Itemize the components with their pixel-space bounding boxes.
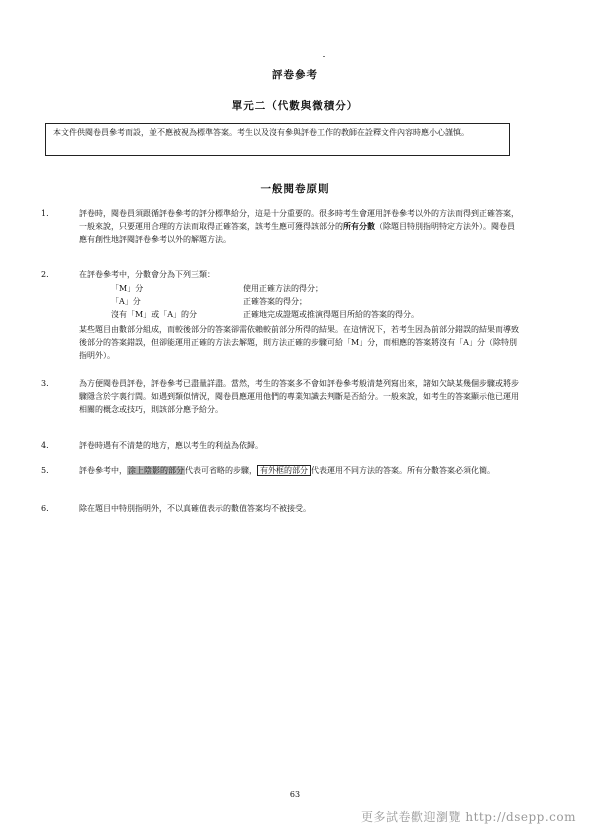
grade-row <box>111 295 519 308</box>
grade-row <box>111 308 519 321</box>
shaded-sample-text: 涂上陰影的部分 <box>128 466 184 475</box>
item-body <box>79 464 519 477</box>
item-body <box>79 439 519 452</box>
watermark-text: 更多試卷歡迎瀏覽 http://dsepp.com <box>361 810 576 824</box>
grade-label: 沒有「M」或「A」的分 <box>111 310 197 319</box>
item-body <box>79 502 519 515</box>
item-body <box>79 207 519 246</box>
item-number: 5. <box>41 466 49 475</box>
page-title: 評卷參考 <box>272 69 318 81</box>
item-text: 除在題目中特別指明外，不以真確值表示的數值答案均不被接受。 <box>79 504 311 513</box>
item-bold-text: 所有分數 <box>343 222 375 231</box>
grade-description: 使用正確方法的得分； <box>243 284 323 293</box>
grade-description: 正確答案的得分； <box>243 297 307 306</box>
item-number: 2. <box>41 270 49 279</box>
section-title: 一般閱卷原則 <box>260 183 330 195</box>
item-number: 4. <box>41 441 49 450</box>
item-text: （除題目特別指明特定方法外）。閱卷員應有創性地評閱評卷參考以外的解題方法。 <box>79 222 515 244</box>
item-body <box>79 377 519 416</box>
item-text: 代表運用不同方法的答案。所有分數答案必須化簡。 <box>311 466 495 475</box>
grade-types-list <box>111 282 519 321</box>
disclaimer-text: 本文件供閱卷員參考而設，並不應被視為標準答案。考生以及沒有參與評卷工作的教師在詮釋文件內容時應小心謹慎。 <box>53 128 469 137</box>
item-text: 評卷時，閱卷員須跟循評卷參考的評分標準給分，這是十分重要的。很多時考生會運用評卷參考以外的方法而得到正確答案，一般來說，只要運用合理的方法而取得正確答案，該考生應可獲得該部分的 <box>79 209 519 231</box>
grade-label: 「M」分 <box>111 284 144 293</box>
grade-description: 正確地完成證題或推演得題目所給的答案的得分。 <box>243 310 419 319</box>
item-intro: 在評卷參考中，分數會分為下列三類： <box>79 270 215 279</box>
item-text: 評卷參考中， <box>79 466 127 475</box>
page-subtitle: 單元二（代數與微積分） <box>231 100 359 112</box>
disclaimer-box <box>45 123 510 156</box>
item-text: 代表可省略的步驟， <box>185 466 257 475</box>
item-text: 為方便閱卷員評卷，評卷參考已盡量詳盡。當然，考生的答案多不會如評卷參考般清楚列寫出來，諸如欠缺某幾個步驟或將步驟隱含於字裏行間。如遇到類似情況，閱卷員應運用他們的專業知識去判斷是否給分。一般來說，如考生的答案顯示他已運用相關的概念或技巧，則該部分應予給分。 <box>79 379 519 414</box>
item-outro: 某些題目由數部分組成，而較後部分的答案卻需依賴較前部分所得的結果。在這情況下，若考生因為前部分錯誤的結果而導致後部分的答案錯誤，但卻能運用正確的方法去解題，則方法正確的步驟可給「M」分，而相應的答案將沒有「A」分（除特別指明外）。 <box>79 325 519 360</box>
item-number: 1. <box>41 209 49 218</box>
boxed-sample-text: 有外框的部分 <box>257 465 311 476</box>
grade-row <box>111 282 519 295</box>
item-text: 評卷時遇有不清楚的地方，應以考生的利益為依歸。 <box>79 441 263 450</box>
grade-label: 「A」分 <box>111 297 141 306</box>
item-body <box>79 268 519 362</box>
item-number: 3. <box>41 379 49 388</box>
item-number: 6. <box>41 504 49 513</box>
page-number: 63 <box>289 790 301 799</box>
scan-speck <box>323 56 325 57</box>
